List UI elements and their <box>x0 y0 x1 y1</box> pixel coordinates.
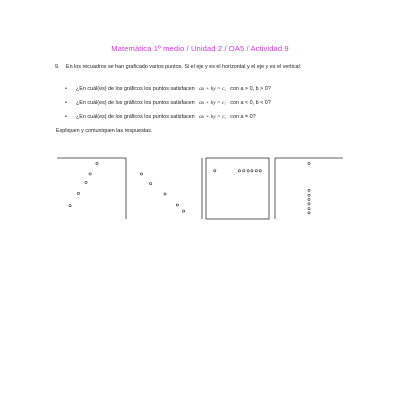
plot-point <box>251 170 253 172</box>
graph-3-frame <box>202 158 269 219</box>
graph-4-points <box>308 162 310 214</box>
bullet-marker: • <box>65 100 67 106</box>
graph-2-points <box>140 173 184 212</box>
bullet-text: ¿En cuál(es) de los gráficos los puntos satisfacen <box>76 86 195 92</box>
bullet-condition: con a > 0, b > 0? <box>230 86 271 92</box>
plot-point <box>308 208 310 210</box>
plot-point <box>176 204 178 206</box>
page-title: Matemática 1º medio / Unidad 2 / OA5 / Actividad 9 <box>111 44 289 53</box>
plot-point <box>89 173 91 175</box>
plot-point <box>140 173 142 175</box>
plot-point <box>308 198 310 200</box>
plot-point <box>255 170 257 172</box>
bullet-equation: ax + by = c, <box>199 86 226 92</box>
plot-point <box>308 189 310 191</box>
bullet-condition: con a = 0? <box>230 114 256 120</box>
bullet-text: ¿En cuál(es) de los gráficos los puntos satisfacen <box>76 114 195 120</box>
question-number: 9. <box>55 64 60 70</box>
plot-point <box>308 212 310 214</box>
plot-point <box>150 183 152 185</box>
bullet-equation: ax + by = c, <box>199 100 226 106</box>
bullet-text: ¿En cuál(es) de los gráficos los puntos satisfacen <box>76 100 195 106</box>
plot-point <box>77 192 79 194</box>
closing-instruction: Expliquen y comuniquen las respuestas. <box>56 128 153 134</box>
plot-point <box>214 170 216 172</box>
plot-point <box>259 170 261 172</box>
plot-point <box>164 193 166 195</box>
bullet-marker: • <box>65 114 67 120</box>
plot-point <box>85 181 87 183</box>
graph-1-points <box>69 162 98 206</box>
plot-point <box>96 162 98 164</box>
plot-point <box>308 162 310 164</box>
plot-point <box>308 194 310 196</box>
plot-point <box>247 170 249 172</box>
plot-point <box>308 203 310 205</box>
bullet-condition: con a < 0, b < 0? <box>230 100 271 106</box>
plot-point <box>69 205 71 207</box>
plot-point <box>183 210 185 212</box>
bullet-equation: ax + by = c, <box>199 114 226 120</box>
graph-3-points <box>214 170 262 172</box>
plot-point <box>238 170 240 172</box>
question-text: En los recuadros se han graficado varios puntos. Si el eje y es el horizontal y el eje y es el vertical: <box>66 64 302 70</box>
graph-1-frame <box>57 158 126 219</box>
bullet-marker: • <box>65 86 67 92</box>
plot-point <box>243 170 245 172</box>
